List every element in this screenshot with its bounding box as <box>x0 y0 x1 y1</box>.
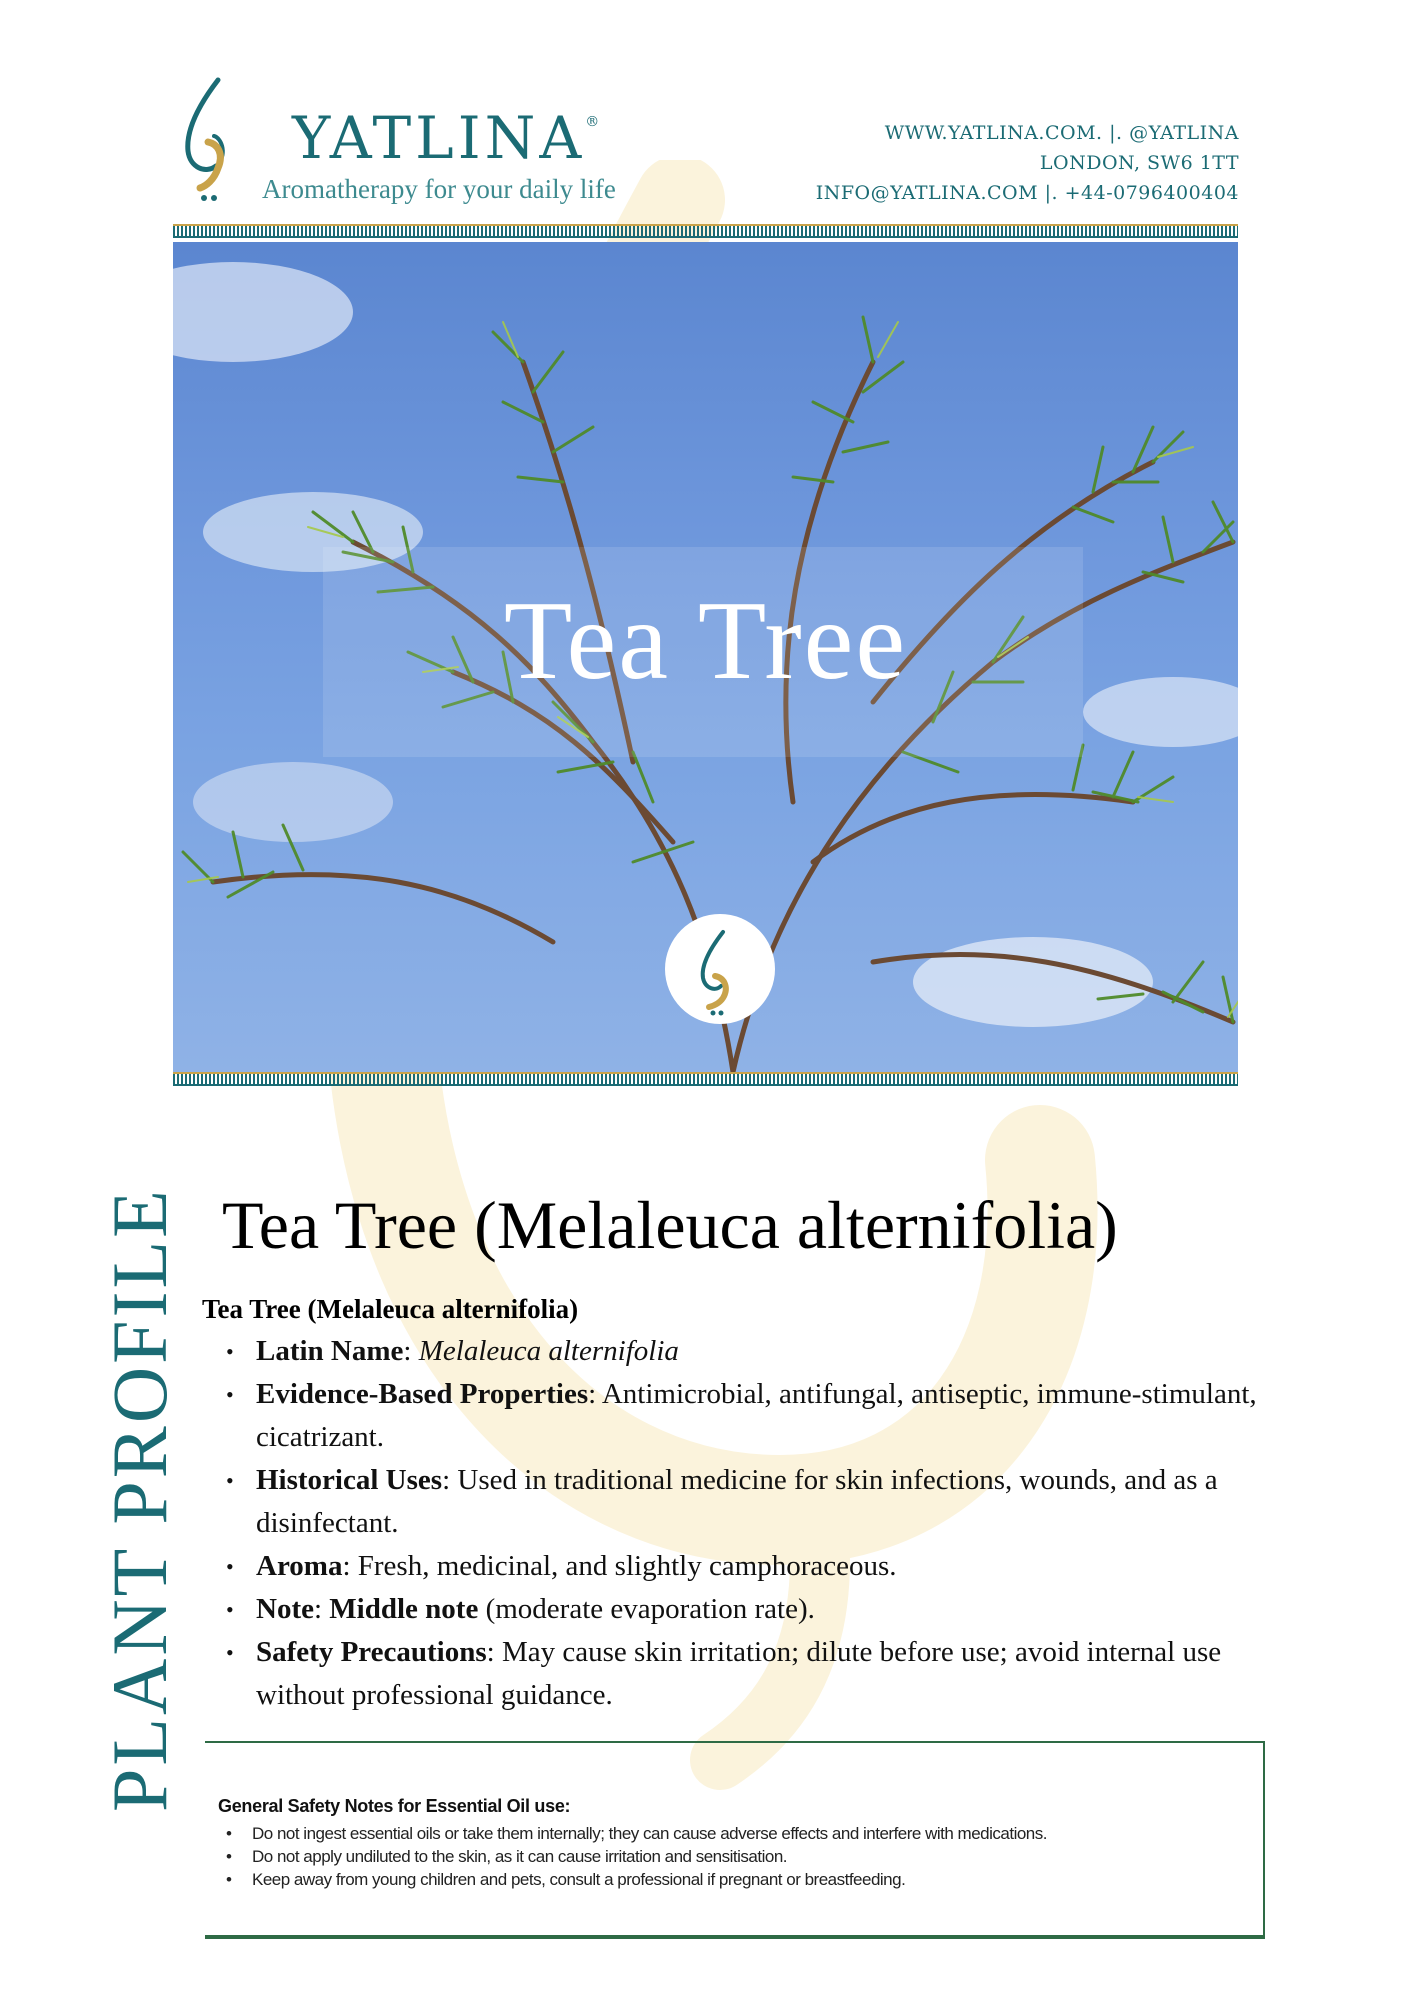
main-title: Tea Tree (Melaleuca alternifolia) <box>222 1187 1118 1263</box>
plant-profile-label: PLANT PROFILE <box>96 1187 183 1812</box>
list-item: • Historical Uses: Used in traditional medicine for skin infections, wounds, and as a disinfectant. <box>256 1459 1276 1545</box>
list-item: • Note: Middle note (moderate evaporation rate). <box>256 1588 1276 1631</box>
list-item: • Latin Name: Melaleuca alternifolia <box>256 1330 1276 1373</box>
brand-tagline: Aromatherapy for your daily life <box>262 174 616 204</box>
safety-notes-list <box>252 1822 1047 1891</box>
contact-block <box>816 118 1239 208</box>
sub-heading: Tea Tree (Melaleuca alternifolia) <box>202 1294 579 1324</box>
registered-mark: ® <box>585 114 604 130</box>
yatlina-drop-icon <box>665 914 775 1024</box>
yatlina-logo-icon <box>178 76 240 206</box>
decorative-border-top <box>173 224 1238 238</box>
list-item: • Aroma: Fresh, medicinal, and slightly camphoraceous. <box>256 1545 1276 1588</box>
list-item: • Do not apply undiluted to the skin, as it can cause irritation and sensitisation. <box>252 1845 1047 1868</box>
properties-list <box>226 1330 1276 1717</box>
brand-name: YATLINA® <box>292 104 604 172</box>
contact-website[interactable]: WWW.YATLINA.COM. |. @YATLINA <box>884 122 1239 144</box>
hero-image <box>173 242 1238 1072</box>
decorative-border-bottom <box>173 1072 1238 1086</box>
contact-email-phone[interactable]: INFO@YATLINA.COM |. +44-0796400404 <box>815 182 1239 204</box>
safety-notes-title: General Safety Notes for Essential Oil use: <box>218 1796 571 1816</box>
list-item: • Do not ingest essential oils or take them internally; they can cause adverse effects and interfere with medications. <box>252 1822 1047 1845</box>
list-item: • Evidence-Based Properties: Antimicrobial, antifungal, antiseptic, immune-stimulant, cicatrizant. <box>256 1373 1276 1459</box>
list-item: • Keep away from young children and pets, consult a professional if pregnant or breastfeeding. <box>252 1868 1047 1891</box>
list-item: • Safety Precautions: May cause skin irritation; dilute before use; avoid internal use without professional guidance. <box>256 1631 1276 1717</box>
hero-logo-badge <box>665 914 775 1024</box>
contact-address: LONDON, SW6 1TT <box>1039 152 1239 174</box>
hero-title: Tea Tree <box>503 579 908 703</box>
